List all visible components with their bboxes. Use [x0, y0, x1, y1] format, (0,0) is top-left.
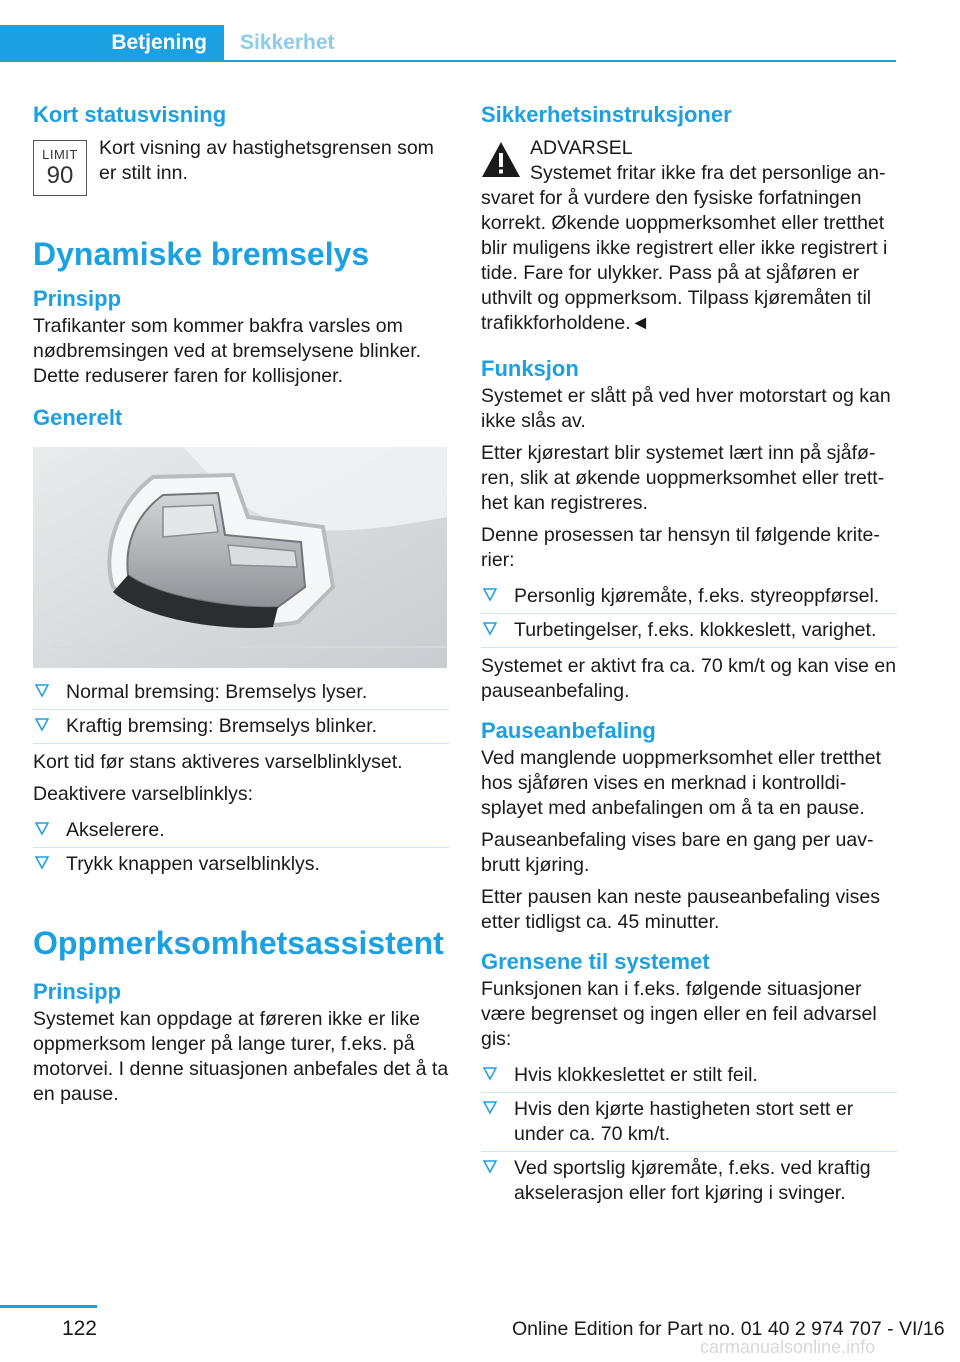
list-item [481, 614, 897, 648]
prinsipp-1-text: Trafikanter som kommer bakfra varsles om nødbremsingen ved at bremselysene blinker. Dette reduserer faren for kollisjoner. [33, 315, 422, 387]
pause-paragraph-2: Pauseanbefaling vises bare en gang per uavbrutt kjøring. [481, 829, 874, 876]
footer-edition: Online Edition for Part no. 01 40 2 974 707 - VI/16 [512, 1318, 945, 1340]
list-item-text: Personlig kjøremåte, f.eks. styreoppførsel. [514, 585, 880, 607]
bullets-grenser [481, 1059, 897, 1210]
subheading-prinsipp-1: Prinsipp [33, 286, 122, 311]
watermark: carmanualsonline.info [700, 1337, 876, 1357]
advarsel-label: ADVARSEL [530, 137, 633, 159]
triangle-bullet-icon [35, 684, 49, 698]
list-item-text: Normal bremsing: Bremselys lyser. [66, 681, 368, 703]
list-item-text: Kraftig bremsing: Bremselys blinker. [66, 715, 378, 737]
triangle-bullet-icon [483, 1160, 497, 1174]
triangle-bullet-icon [483, 1101, 497, 1115]
section-title-kort-statusvisning: Kort statusvisning [33, 102, 227, 127]
list-item [33, 710, 449, 744]
pause-paragraph-3: Etter pausen kan neste pauseanbefaling vises etter tidligst ca. 45 minutter. [481, 886, 880, 933]
list-item-text: Turbetingelser, f.eks. klokkeslett, varighet. [514, 619, 877, 641]
funksjon-paragraph-3: Denne prosessen tar hensyn til følgende kriterier: [481, 524, 880, 571]
paragraph-kort-tid: Kort tid før stans aktiveres varselblinklyset. [33, 751, 403, 773]
list-item [481, 1093, 897, 1152]
list-item-text: Hvis klokkeslettet er stilt feil. [514, 1064, 758, 1086]
tab-sikkerhet[interactable]: Sikkerhet [240, 31, 335, 54]
paragraph-deaktivere: Deaktivere varselblinklys: [33, 783, 253, 805]
subheading-pauseanbefaling: Pauseanbefaling [481, 718, 656, 743]
list-item-text: Trykk knappen varselblinklys. [66, 853, 320, 875]
triangle-bullet-icon [35, 822, 49, 836]
list-item [481, 1059, 897, 1093]
status-block [33, 130, 449, 228]
warning-triangle-icon [481, 140, 521, 180]
bullets-bremsing [33, 676, 449, 744]
list-item-text: Hvis den kjørte hastigheten stort sett er under ca. 70 km/t. [514, 1098, 854, 1145]
status-text: Kort visning av hastighetsgrensen som er stilt inn. [99, 137, 434, 184]
tail-light-illustration [33, 447, 447, 668]
prinsipp-2-text: Systemet kan oppdage at føreren ikke er like oppmerksom lenger på lange turer, f.eks. på motorvei. I denne situasjonen anbefales det å ta en pause. [33, 1008, 449, 1105]
heading-dynamiske-bremselys: Dynamiske bremselys [33, 236, 370, 272]
funksjon-paragraph-1: Systemet er slått på ved hver motorstart og kan ikke slås av. [481, 385, 891, 432]
funksjon-paragraph-4: Systemet er aktivt fra ca. 70 km/t og kan vise en pauseanbefaling. [481, 655, 897, 702]
subheading-grensene: Grensene til systemet [481, 949, 710, 974]
triangle-bullet-icon [483, 622, 497, 636]
funksjon-paragraph-2: Etter kjørestart blir systemet lært inn på sjåføren, slik at økende uoppmerksomhet eller tretthet kan registreres. [481, 442, 885, 514]
list-item [33, 676, 449, 710]
tab-betjening[interactable]: Betjening [0, 25, 224, 60]
list-item [33, 814, 449, 848]
heading-oppmerksomhetsassistent: Oppmerksomhetsassistent [33, 925, 444, 961]
footer-accent-line [0, 1305, 97, 1308]
subheading-funksjon: Funksjon [481, 356, 579, 381]
speed-limit-label: LIMIT [42, 147, 78, 162]
page-number: 122 [61, 1317, 97, 1340]
advarsel-text: Systemet fritar ikke fra det personlige ansvaret for å vurdere den fysiske forfatningen korrekt. Økende uoppmerksomhet eller tretthet blir muligens ikke registrert eller ikke registrert i tide. Fare for ulykker. Pass på at sjåføren er uthvilt og oppmerksom. Tilpass kjøremåten til trafikkforholdene.◄ [481, 162, 888, 334]
speed-limit-value: 90 [46, 162, 74, 189]
list-item [481, 580, 897, 614]
warning-block [481, 130, 897, 336]
left-column [33, 100, 449, 1114]
list-item [481, 1152, 897, 1210]
triangle-bullet-icon [483, 1067, 497, 1081]
section-title-sikkerhetsinstruksjoner: Sikkerhetsinstruksjoner [481, 102, 732, 127]
speed-limit-icon [33, 140, 87, 196]
subheading-generelt: Generelt [33, 405, 123, 430]
bullets-kriterier [481, 580, 897, 648]
list-item-text: Ved sportslig kjøremåte, f.eks. ved kraftig akselerasjon eller fort kjøring i svinger. [514, 1157, 871, 1204]
list-item [33, 848, 449, 881]
right-column [481, 100, 897, 1210]
header-tabbar [0, 25, 896, 62]
grenser-paragraph-1: Funksjonen kan i f.eks. følgende situasjoner være begrenset og ingen eller en feil advarsel gis: [481, 978, 877, 1050]
triangle-bullet-icon [35, 718, 49, 732]
bullets-deaktivere [33, 814, 449, 881]
list-item-text: Akselerere. [66, 819, 165, 841]
triangle-bullet-icon [35, 856, 49, 870]
pause-paragraph-1: Ved manglende uoppmerksomhet eller tretthet hos sjåføren vises en merknad i kontrolldisplayet med anbefalingen om å ta en pause. [481, 747, 881, 819]
triangle-bullet-icon [483, 588, 497, 602]
subheading-prinsipp-2: Prinsipp [33, 979, 122, 1004]
